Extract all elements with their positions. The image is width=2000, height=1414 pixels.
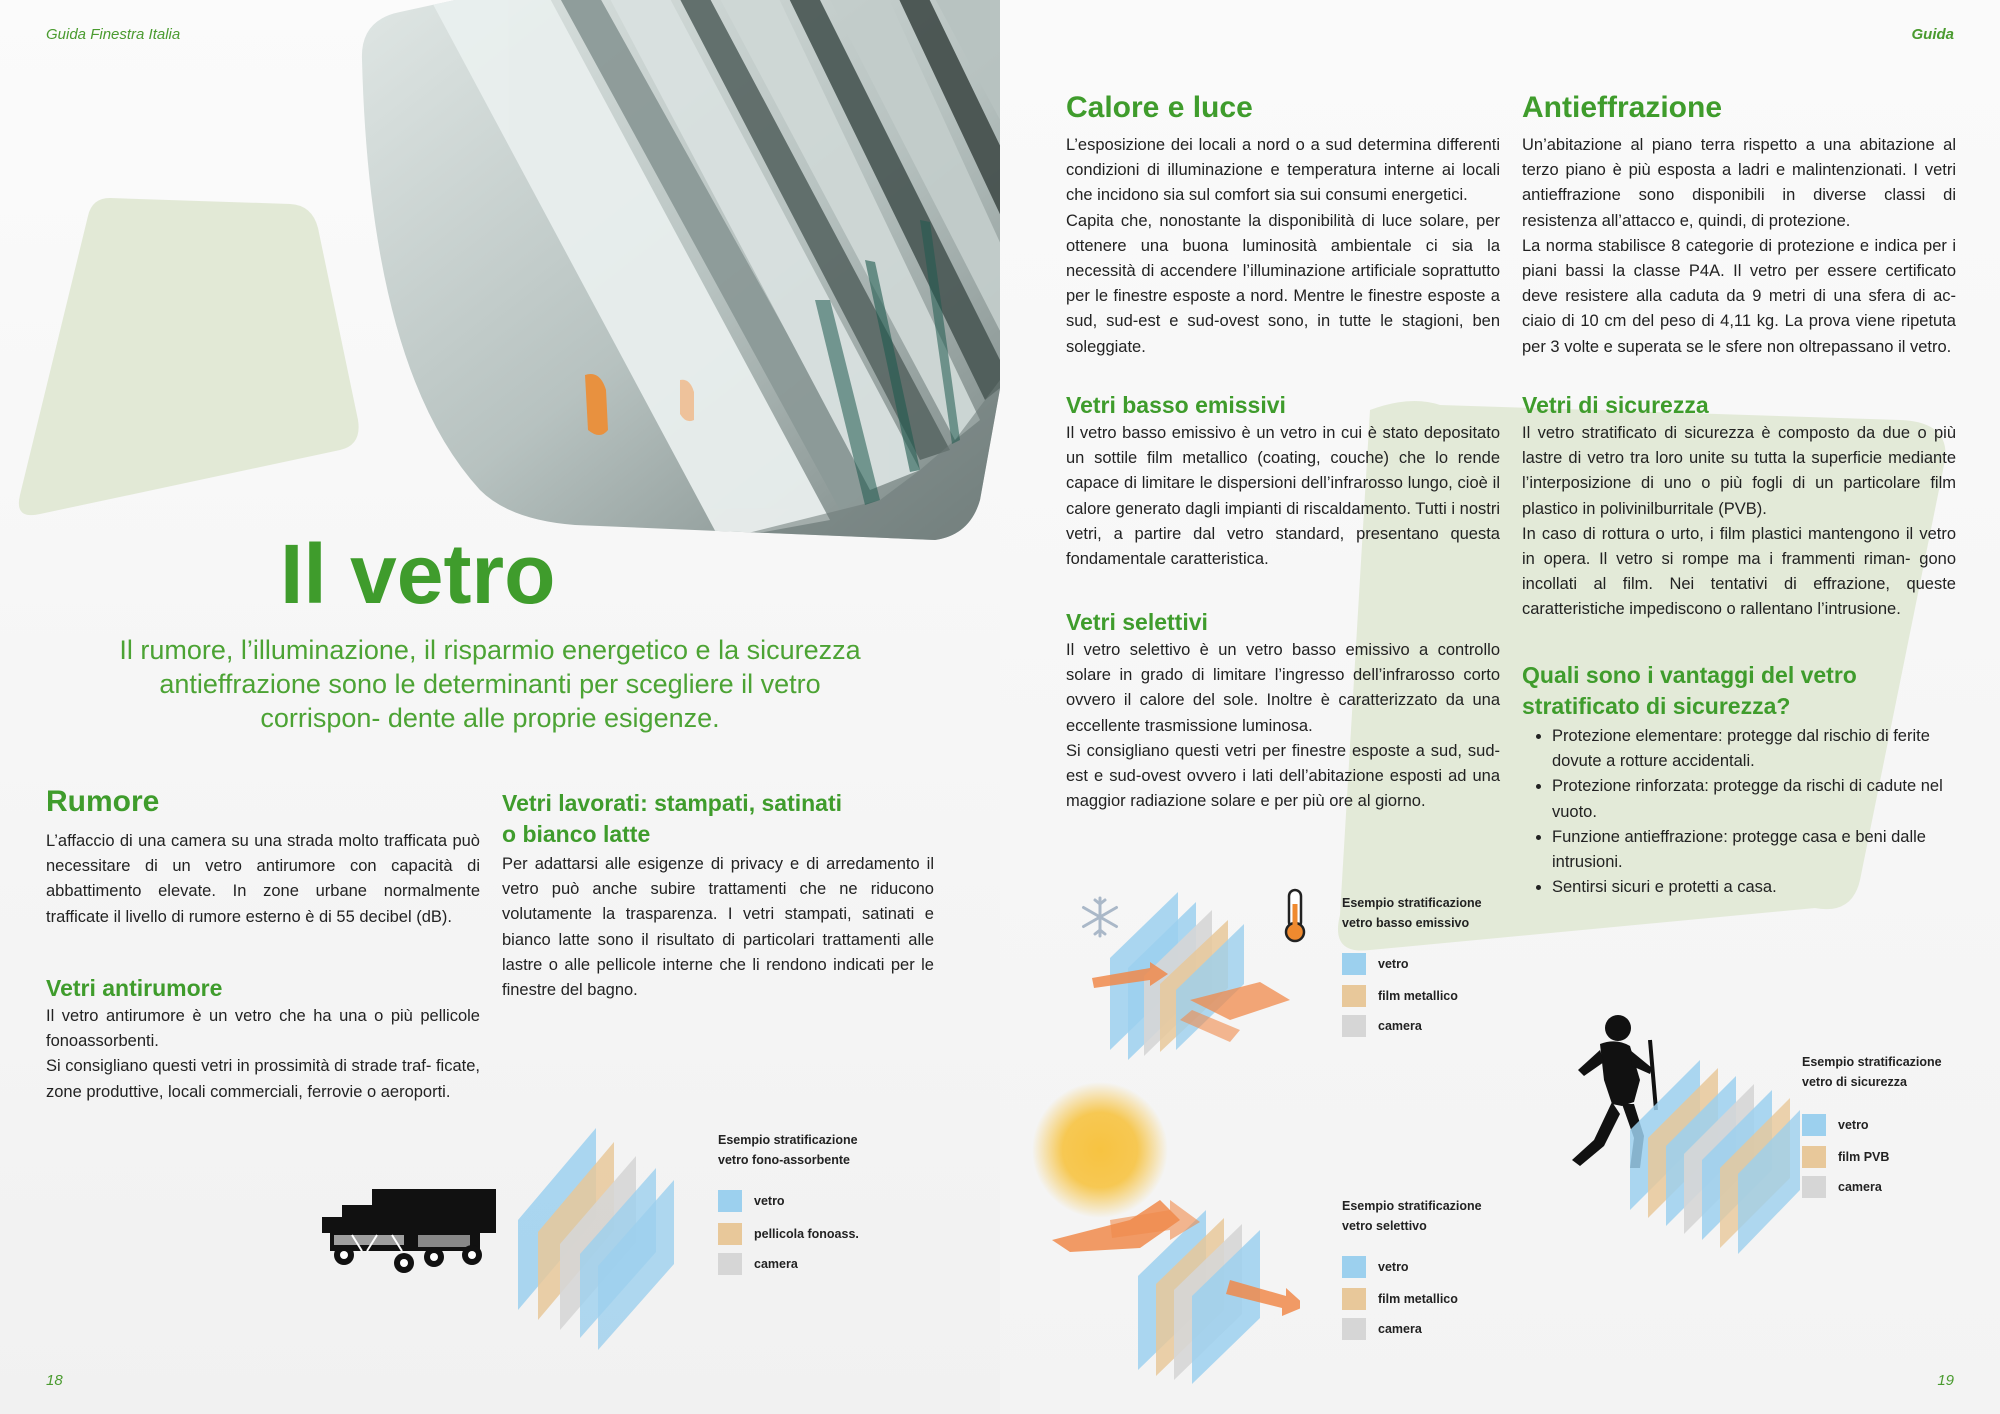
vantaggi-list bbox=[1522, 724, 1956, 900]
legend-label: camera bbox=[754, 1257, 798, 1271]
section-basso-emissivi bbox=[1066, 390, 1500, 572]
glass-swatch bbox=[1802, 1114, 1826, 1136]
section-text: L’affaccio di una camera su una strada molto trafficata può necessitare di un vetro antirumore con capacità di abbattimento elevate. In zone urbane normalmente trafficate il livello di rumore esterno è di 55 decibel (dB). bbox=[46, 832, 480, 926]
section-selettivi bbox=[1066, 607, 1500, 814]
legend-item bbox=[1802, 1176, 1882, 1198]
legend-title: vetro basso emissivo bbox=[1342, 916, 1470, 930]
legend-title: Esempio stratificazione bbox=[718, 1133, 858, 1147]
section-heading: Calore e luce bbox=[1066, 91, 1253, 124]
glass-swatch bbox=[718, 1190, 742, 1212]
legend-fono bbox=[718, 1130, 918, 1310]
legend-item bbox=[1342, 1015, 1422, 1037]
glass-layers-basso-emissivo bbox=[1080, 880, 1290, 1060]
section-heading: Vetri selettivi bbox=[1066, 609, 1208, 635]
legend-title: vetro selettivo bbox=[1342, 1219, 1427, 1233]
page-title: Il vetro bbox=[280, 527, 556, 621]
legend-item bbox=[1342, 1288, 1458, 1310]
legend-title: Esempio stratificazione bbox=[1802, 1055, 1942, 1069]
legend-item bbox=[718, 1223, 859, 1245]
legend-item bbox=[718, 1190, 785, 1212]
legend-item bbox=[1802, 1114, 1869, 1136]
glass-photo bbox=[360, 0, 1000, 545]
page-subtitle: Il rumore, l’illuminazione, il risparmio energetico e la sicurezza antieffrazione sono le determinanti per scegliere il vetro corrispon- dente alle proprie esigenze. bbox=[119, 635, 861, 733]
legend-item bbox=[1802, 1146, 1889, 1168]
legend-label: camera bbox=[1378, 1019, 1422, 1033]
paragraph: Si consigliano questi vetri in prossimità di strade traf- ficate, zone produttive, locali commerciali, ferrovie o aeroporti. bbox=[46, 1057, 480, 1101]
legend-title: Esempio stratificazione bbox=[1342, 1199, 1482, 1213]
legend-basso-emissivo bbox=[1342, 893, 1542, 1043]
section-heading: Quali sono i vantaggi del vetro stratificato di sicurezza? bbox=[1522, 662, 1857, 719]
glass-layers-sicurezza bbox=[1620, 1040, 1800, 1260]
section-heading: Vetri antirumore bbox=[46, 975, 223, 1001]
legend-sicurezza bbox=[1802, 1052, 1992, 1202]
section-antieffrazione bbox=[1522, 91, 1956, 360]
film-swatch bbox=[1802, 1146, 1826, 1168]
air-gap-swatch bbox=[1342, 1318, 1366, 1340]
legend-title: vetro di sicurezza bbox=[1802, 1075, 1907, 1089]
list-item: • Funzione antieffrazione: protegge casa e beni dalle intrusioni. bbox=[1552, 825, 1956, 875]
legend-label: camera bbox=[1378, 1322, 1422, 1336]
air-gap-swatch bbox=[1802, 1176, 1826, 1198]
legend-title: Esempio stratificazione bbox=[1342, 896, 1482, 910]
paragraph: Si consigliano questi vetri per finestre esposte a sud, sud- est e sud-ovest ovvero i lati dell’abitazione esposti ad una maggior radiazione solare e per più ore al giorno. bbox=[1066, 741, 1500, 811]
section-heading: Vetri basso emissivi bbox=[1066, 392, 1286, 418]
list-item: • Protezione rinforzata: protegge da rischi di cadute nel vuoto. bbox=[1552, 774, 1956, 824]
paragraph: Il vetro stratificato di sicurezza è composto da due o più lastre di vetro tra loro unite su tutta la superficie mediante l’interposizione di uno o più fogli di un particolare film plastico in polivinilburritale (PVB). bbox=[1522, 424, 1956, 518]
legend-label: vetro bbox=[754, 1194, 785, 1208]
paragraph: In caso di rottura o urto, i film plastici mantengono il vetro in opera. Il vetro si rompe ma i frammenti riman- gono incollati al film. Nei tentativi di effrazione, queste caratteristiche impediscono o rallentano l’intrusione. bbox=[1522, 524, 1956, 619]
paragraph: Un’abitazione al piano terra rispetto a una abitazione al terzo piano è più esposta a ladri e malintenzionati. I vetri antieffrazione sono disponibili in diverse classi di resistenza all’attacco e, quindi, di protezione. bbox=[1522, 136, 1956, 230]
legend-label: vetro bbox=[1378, 1260, 1409, 1274]
section-heading: Vetri di sicurezza bbox=[1522, 392, 1709, 418]
page-number: 19 bbox=[1937, 1372, 1954, 1389]
page-number: 18 bbox=[46, 1372, 63, 1389]
legend-selettivo bbox=[1342, 1196, 1542, 1346]
section-vetri-sicurezza bbox=[1522, 390, 1956, 623]
section-text: Il vetro basso emissivo è un vetro in cui è stato depositato un sottile film metallico (coating, couche) che lo rende capace di limitare le dispersioni dell’infrarosso lungo, cioè il calore generato dagli impianti di riscaldamento. Tutti i nostri vetri, a partire dal vetro standard, presentano questa fondamentale caratteristica. bbox=[1066, 424, 1500, 569]
glass-swatch bbox=[1342, 953, 1366, 975]
pale-green-shape bbox=[19, 198, 359, 515]
section-heading: Rumore bbox=[46, 785, 160, 818]
legend-label: pellicola fonoass. bbox=[754, 1227, 859, 1241]
legend-label: film metallico bbox=[1378, 1292, 1458, 1306]
glass-swatch bbox=[1342, 1256, 1366, 1278]
legend-item bbox=[1342, 985, 1458, 1007]
section-rumore bbox=[46, 785, 480, 930]
section-heading: Antieffrazione bbox=[1522, 91, 1723, 124]
right-page bbox=[1000, 0, 2000, 1414]
legend-label: camera bbox=[1838, 1180, 1882, 1194]
legend-label: film PVB bbox=[1838, 1150, 1890, 1164]
glass-layers-selettivo bbox=[1050, 1160, 1300, 1390]
film-swatch bbox=[718, 1223, 742, 1245]
section-vantaggi bbox=[1522, 660, 1956, 900]
section-vetri-antirumore bbox=[46, 973, 480, 1105]
air-gap-swatch bbox=[1342, 1015, 1366, 1037]
paragraph: L’esposizione dei locali a nord o a sud determina differenti condizioni di illuminazione e temperatura interne ai locali che incidono sia sul comfort sia sui consumi energetici. bbox=[1066, 136, 1500, 205]
legend-item bbox=[1342, 1318, 1422, 1340]
glass-layers-fono bbox=[510, 1120, 690, 1360]
truck-icon bbox=[322, 1185, 498, 1275]
section-heading: Vetri lavorati: stampati, satinati o bianco latte bbox=[502, 790, 843, 847]
legend-item bbox=[1342, 953, 1409, 975]
section-text: Per adattarsi alle esigenze di privacy e di arredamento il vetro può anche subire trattamenti che ne riducono volutamente la trasparenza. I vetri stampati, satinati e bianco latte sono il risultato di particolari trattamenti alle lastre o alle pellicole interne che li rendono indicati per le finestre del bagno. bbox=[502, 855, 934, 1000]
running-header: Guida Finestra Italia bbox=[46, 26, 181, 43]
legend-label: film metallico bbox=[1378, 989, 1458, 1003]
list-item: • Protezione elementare: protegge dal rischio di ferite dovute a rotture accidentali. bbox=[1552, 724, 1956, 774]
list-item: • Sentirsi sicuri e protetti a casa. bbox=[1552, 875, 1956, 900]
legend-label: vetro bbox=[1838, 1118, 1869, 1132]
legend-label: vetro bbox=[1378, 957, 1409, 971]
paragraph: Il vetro selettivo è un vetro basso emissivo a controllo solare in grado di limitare l’ingresso dell’infrarosso corto ovvero il calore del sole. Inoltre è caratterizzato da una eccellente trasmissione luminosa. bbox=[1066, 641, 1500, 735]
legend-item bbox=[718, 1253, 798, 1275]
paragraph: La norma stabilisce 8 categorie di protezione e indica per i piani bassi la classe P4A. Il vetro per essere certificato deve resistere alla caduta da 9 metri di una sfera di ac- ciaio di 10 cm del peso di 4,11 kg. La prova viene ripetuta per 3 volte e superata se le sfere non oltrepassano il vetro. bbox=[1522, 236, 1956, 356]
paragraph: Capita che, nonostante la disponibilità di luce solare, per ottenere una buona luminosità ambientale ci sia la necessità di accendere l’illuminazione artificiale soprattutto per le finestre esposte a nord. Mentre le finestre esposte a sud, sud-est e sud-ovest sono, in tutte le stagioni, ben soleggiate. bbox=[1066, 211, 1500, 356]
film-swatch bbox=[1342, 985, 1366, 1007]
air-gap-swatch bbox=[718, 1253, 742, 1275]
section-calore-luce bbox=[1066, 91, 1500, 360]
running-header: Guida bbox=[1911, 26, 1954, 43]
section-vetri-lavorati bbox=[502, 788, 934, 1003]
paragraph: Il vetro antirumore è un vetro che ha una o più pellicole fonoassorbenti. bbox=[46, 1007, 480, 1051]
legend-item bbox=[1342, 1256, 1409, 1278]
legend-title: vetro fono-assorbente bbox=[718, 1153, 850, 1167]
film-swatch bbox=[1342, 1288, 1366, 1310]
